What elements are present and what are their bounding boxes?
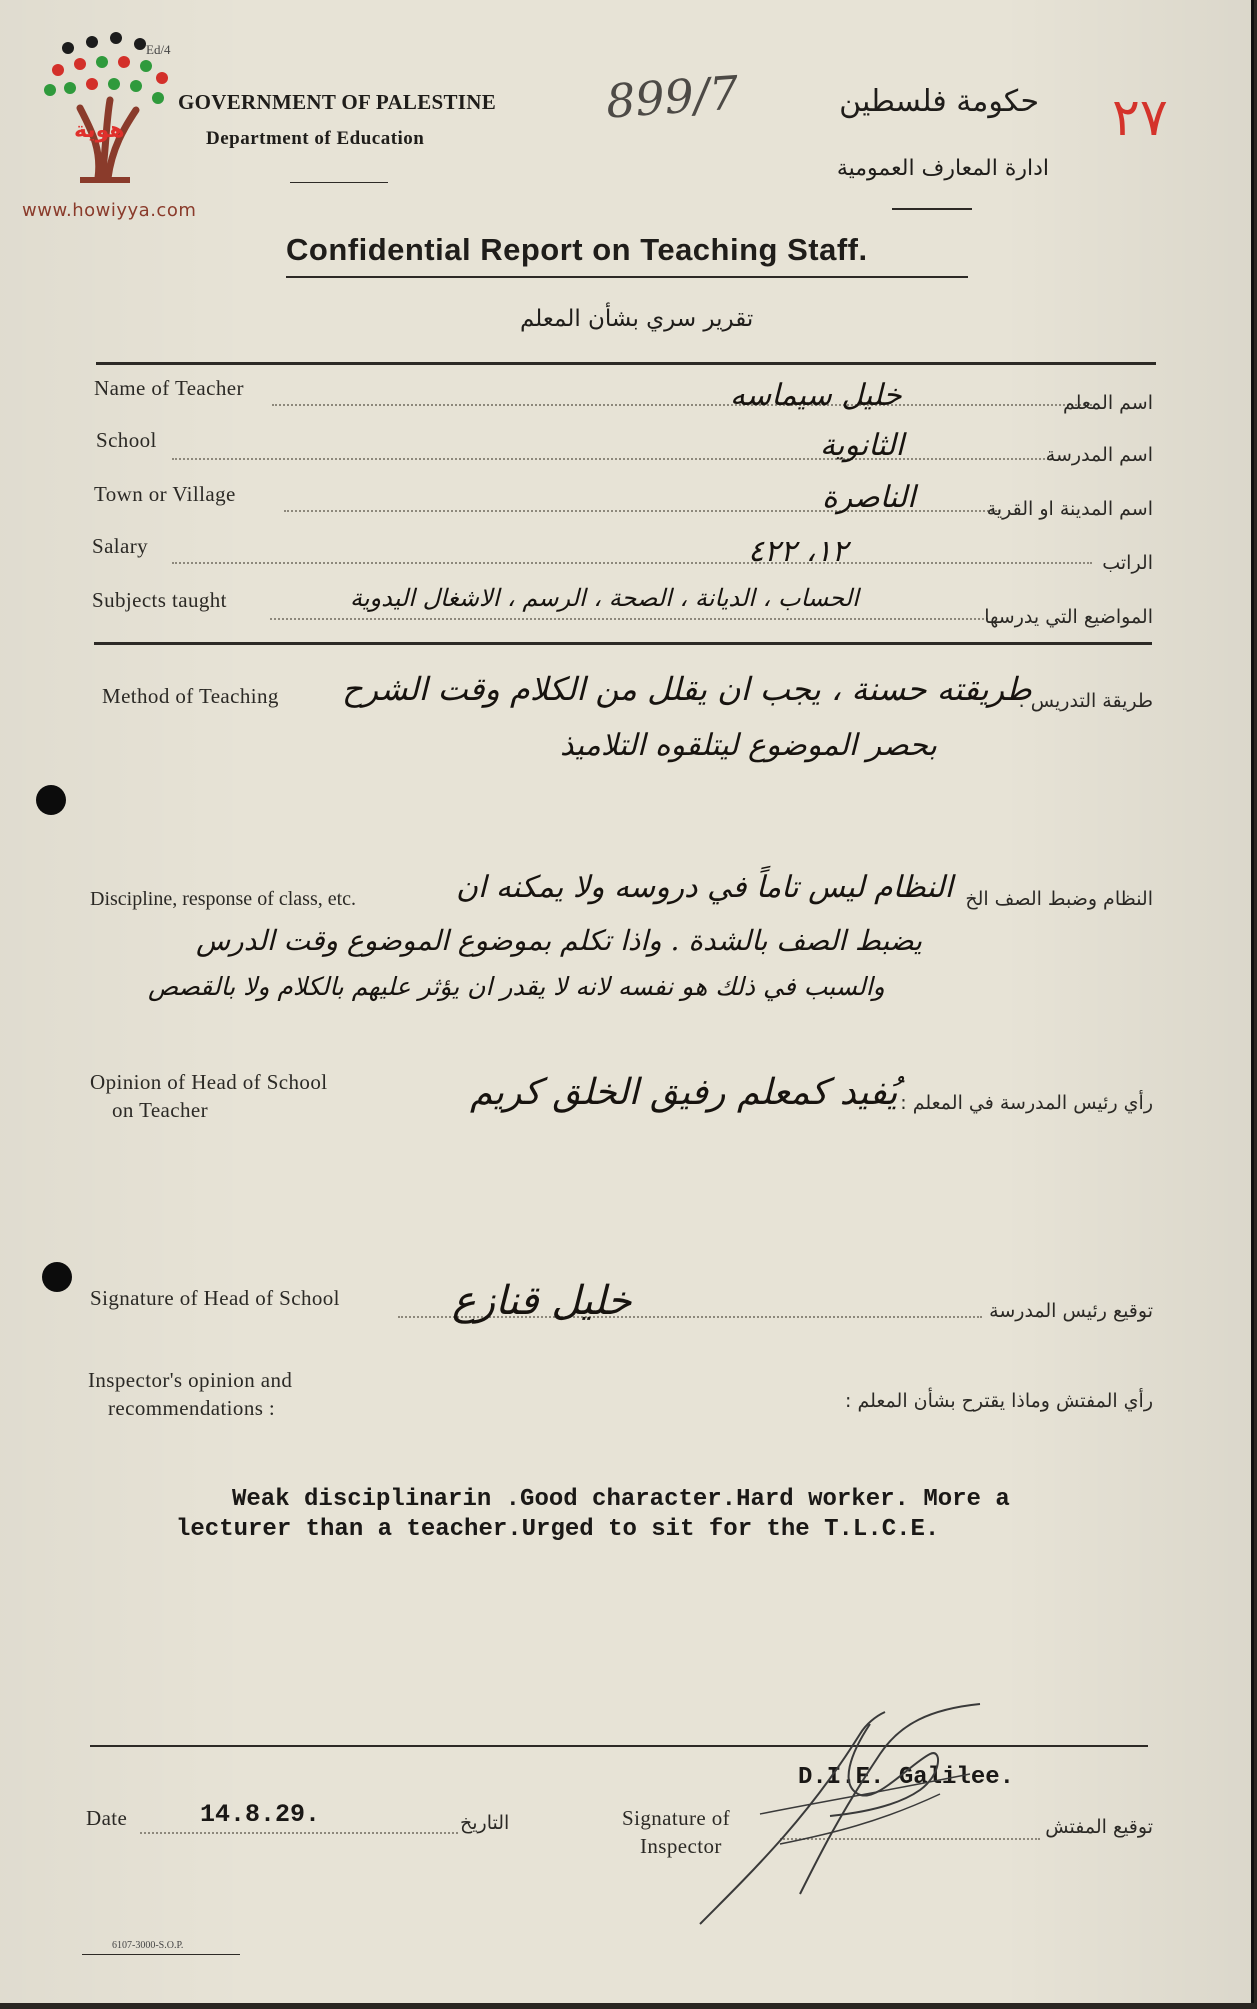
name-label-ar: اسم المعلم [1062, 392, 1153, 414]
salary-label-ar: الراتب [1102, 552, 1153, 574]
name-dotted-line [272, 404, 1092, 406]
head-signature-label-en: Signature of Head of School [90, 1286, 340, 1310]
inspector-signature-label-en-line1: Signature of [622, 1806, 731, 1830]
opinion-label-en-line1: Opinion of Head of School [90, 1070, 328, 1094]
school-label-ar: اسم المدرسة [1045, 444, 1153, 466]
report-title-ar: تقرير سري بشأن المعلم [520, 306, 754, 332]
method-line-2: بحصر الموضوع ليتلقوه التلاميذ [560, 728, 937, 763]
punch-hole-bottom [42, 1262, 72, 1292]
town-label-ar: اسم المدينة او القرية [986, 498, 1153, 520]
inspector-opinion-label-ar: رأي المفتش وماذا يقترح بشأن المعلم : [845, 1390, 1153, 1412]
town-label-en: Town or Village [94, 482, 236, 506]
page-number: ٢٧ [1112, 88, 1168, 148]
header-divider-right [892, 208, 972, 210]
discipline-label-ar: النظام وضبط الصف الخ [965, 888, 1153, 910]
subjects-label-en: Subjects taught [92, 588, 227, 612]
section-rule-top [96, 362, 1156, 365]
method-label-ar: طريقة التدريس : [1018, 690, 1153, 712]
government-title-ar: حكومة فلسطين [839, 84, 1039, 119]
head-signature-label-ar: توقيع رئيس المدرسة [989, 1300, 1153, 1322]
website-url: www.howiyya.com [22, 200, 197, 221]
opinion-label-ar: رأي رئيس المدرسة في المعلم : [900, 1092, 1153, 1114]
school-label-en: School [96, 428, 157, 452]
section-rule-middle [94, 642, 1152, 645]
subjects-dotted-line [270, 618, 988, 620]
discipline-line-3: والسبب في ذلك هو نفسه لانه لا يقدر ان يؤثر عليهم بالكلام ولا بالقصص [148, 972, 885, 1001]
town-value: الناصرة [822, 480, 916, 515]
school-value: الثانوية [820, 428, 904, 463]
salary-value: ١٢، ٤٢٢ [748, 534, 848, 569]
inspector-opinion-label-en-line1: Inspector's opinion and [88, 1368, 293, 1392]
punch-hole-top [36, 785, 66, 815]
method-line-1: طريقته حسنة ، يجب ان يقلل من الكلام وقت الشرح [342, 670, 1032, 708]
inspector-signature-scrawl [680, 1694, 1000, 1934]
report-title-en: Confidential Report on Teaching Staff. [286, 232, 868, 267]
logo-caption: هوية [74, 118, 125, 143]
department-title-en: Department of Education [206, 128, 425, 149]
form-ref: Ed/4 [146, 42, 171, 57]
inspector-signature-label-en-line2: Inspector [640, 1834, 722, 1858]
discipline-label-en: Discipline, response of class, etc. [90, 888, 357, 910]
salary-label-en: Salary [92, 534, 149, 558]
inspector-remarks-line-1: Weak disciplinarin .Good character.Hard worker. More a [232, 1486, 1010, 1513]
header-divider-left [290, 182, 388, 183]
date-value: 14.8.29. [200, 1800, 321, 1829]
subjects-label-ar: المواضيع التي يدرسها [984, 606, 1153, 628]
inspector-signature-label-ar: توقيع المفتش [1045, 1816, 1153, 1838]
school-dotted-line [172, 458, 1052, 460]
print-code: 6107-3000-S.O.P. [112, 1940, 184, 1951]
date-label-en: Date [86, 1806, 128, 1830]
date-dotted-line [140, 1832, 458, 1834]
name-label-en: Name of Teacher [94, 376, 244, 400]
opinion-label-en-line2: on Teacher [112, 1098, 209, 1122]
date-label-ar: التاريخ [460, 1812, 510, 1834]
salary-dotted-line [172, 562, 1092, 564]
title-underline [286, 276, 968, 278]
subjects-value: الحساب ، الديانة ، الصحة ، الرسم ، الاشغال اليدوية [350, 584, 859, 612]
discipline-line-1: النظام ليس تاماً في دروسه ولا يمكنه ان [456, 870, 954, 905]
department-title-ar: ادارة المعارف العمومية [836, 156, 1049, 181]
head-signature-value: خليل قنازع [452, 1278, 632, 1324]
teacher-name-value: خليل سيماسه [730, 378, 902, 413]
inspector-remarks-line-2: lecturer than a teacher.Urged to sit for the T.L.C.E. [176, 1516, 940, 1543]
government-title-en: GOVERNMENT OF PALESTINE [178, 90, 497, 114]
method-label-en: Method of Teaching [102, 684, 279, 708]
opinion-value: يُفيد كمعلم رفيق الخلق كريم [470, 1072, 898, 1113]
print-code-underline [82, 1954, 240, 1955]
discipline-line-2: يضبط الصف بالشدة . واذا تكلم بموضوع الموضوع وقت الدرس [196, 924, 923, 957]
inspector-title: D.I.E. Galilee. [798, 1764, 1015, 1791]
inspector-opinion-label-en-line2: recommendations : [108, 1396, 276, 1420]
file-number: 899/7 [604, 65, 741, 129]
